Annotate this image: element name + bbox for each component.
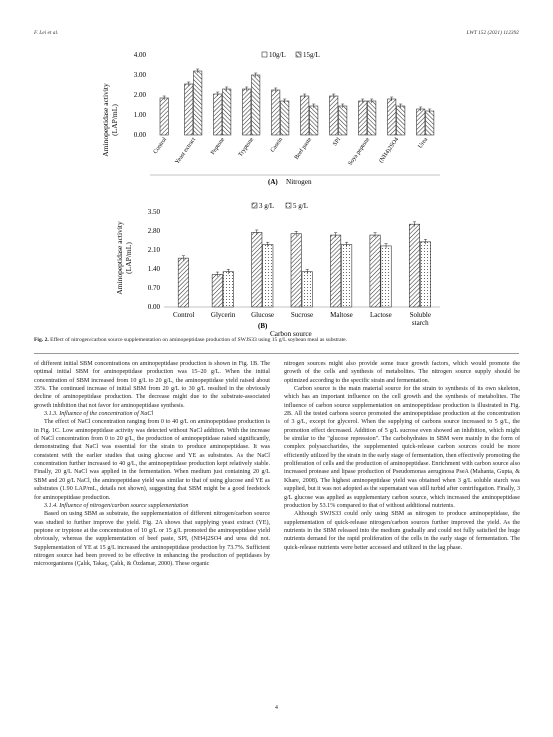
panel-a-label: (A) — [268, 178, 278, 186]
bar — [341, 245, 351, 307]
left-paragraph-1: of different initial SBM concentrations on aminopeptidase production is shown in Fig. 1B. The optimal initial SBM for aminopeptidase production was 15–20 g/L. When the initial concentration of SBM increased from 10 g/L to 20 g/L, the aminopeptidase yield raised about 35%. The continued increase of initial SBM from 20 g/L to 30 g/L resulted in the obviously decline of aminopeptidase production. The decrease might due to the substrate-associated growth inhibition that not favor for aminopeptidase synthesis. — [34, 361, 270, 409]
xlabel-a: Nitrogen — [286, 178, 312, 186]
caption-label: Fig. 2. — [34, 337, 49, 343]
bar — [160, 98, 168, 135]
bar — [310, 106, 318, 135]
bar — [223, 89, 231, 135]
bar — [330, 96, 338, 135]
y-tick-label: 3.50 — [147, 208, 160, 217]
bar — [185, 84, 193, 135]
y-tick-label: 3.00 — [133, 71, 146, 80]
ylabel-a-line1: Aminopeptidase activity — [101, 83, 110, 157]
x-tick-label: Control — [152, 136, 169, 156]
section-heading-nitrogen-carbon: 3.1.4. Influence of nitrogen/carbon source supplementation — [44, 502, 189, 509]
legend-b-label-1: 3 g/L — [259, 202, 274, 210]
left-paragraph-2: The effect of NaCl concentration ranging from 0 to 40 g/L on aminopeptidase production is in Fig. 1C. Low aminopeptidase activity was detected without NaCl addition. With the increase of NaCl concentration from 0 to 20 g/L, the production of aminopeptidase raised significantly, demonstrating that NaCl was essential for the strain to produce aminopeptidase. It was consistent with the earlier studies that using glucose and YE as substrates. As the NaCl concentration further increased to 40 g/L, the aminopeptidase production kept relatively stable. Finally, 20 g/L NaCl was applied in the fermentation. When medium just containing 20 g/L SBM and 20 g/L NaCl, the aminopeptidase yield was similar to that of using glucose and YE as substrates (1.90 LAP/mL, details not shown), suggesting that SBM might be a good feedstock for aminopeptidase production. — [34, 419, 270, 501]
legend-a-label-1: 10g/L — [269, 51, 286, 59]
figure-2 — [90, 40, 470, 340]
caption-divider — [34, 353, 519, 354]
legend-a-swatch-2 — [296, 52, 301, 57]
x-tick-label: Casein — [269, 136, 285, 154]
x-tick-label: Glucose — [251, 311, 275, 319]
y-tick-label: 0.00 — [147, 303, 160, 312]
x-tick-label: starch — [411, 319, 429, 327]
x-tick-label: Glycerin — [210, 311, 236, 319]
y-tick-label: 2.00 — [133, 91, 146, 100]
left-paragraph-3: Based on using SBM as substrate, the supplementation of different nitrogen/carbon source was studied to further improve the yield. Fig. 2A shows that supplying yeast extract (YE), peptone or tryptone at the concentration of 10 g/L or 15 g/L promoted the aminopeptidase yield obviously, whereas the supplementation of beef paste, SPI, (NH4)2SO4 and urea did not. Supplementation of YE at 15 g/L increased the aminopeptidase production by 73.7%. Sufficient nitrogen source had been proved to be effective in enhancing the production of peptidases by microorganisms (Çalık, Takaç, Çalık, & Özdamar, 2000). These organic — [34, 511, 270, 568]
bar — [194, 71, 202, 135]
x-tick-label: Sucrose — [290, 311, 314, 319]
panel-b-label: (B) — [258, 322, 268, 330]
bar — [388, 99, 396, 135]
x-tick-label: SPI — [332, 136, 343, 148]
legend-a-swatch-1 — [262, 52, 267, 57]
bar — [368, 101, 376, 135]
bar — [417, 109, 425, 135]
x-tick-label: Soya peptone — [347, 136, 372, 167]
x-tick-label: Soluble — [409, 311, 431, 319]
y-tick-label: 1.00 — [133, 111, 146, 120]
x-tick-label: Maltose — [330, 311, 353, 319]
bar — [301, 96, 309, 135]
bar — [252, 75, 260, 135]
x-tick-label: Urea — [417, 136, 430, 150]
bar — [212, 274, 222, 307]
right-paragraph-2: Carbon source is the main material source for the strain to synthesis of its own skeleton, which has an important influence on the cell growth and the synthesis of metabolites. The influence of carbon source supplementation on aminopeptidase production is illustrated in Fig. 2B. All the tested carbons source promoted the aminopeptidase production at the concentration of 3 g/L, except for glycerol. When the supplying of carbons source increased to 5 g/L, the promotion effect decreased. Addition of 5 g/L sucrose even showed an inhibition, which might be similar to the "glucose repression". The carbohydrates in SBM were mainly in the form of complex polysaccharides, the supplemented quick-release carbon sources could be more efficiently utilized by the strain in the early stage of fermentation, then effectively promoting the proliferation of cells and the production of aminopeptidase. Enrichment with carbon source also increased protease and lipase production of Pseudomonas aeruginosa PseA (Mahanta, Gupta, & Khare, 2008). The highest aminopeptidase yield was obtained when 3 g/L soluble starch was supplied, but it was not adopted as the supernatant was still turbid after centrifugation. Finally, 3 g/L glucose was applied as supplementary carbon source, which increased the aminopeptidase production by 53.1% compared to that of without additional nutrients. — [284, 386, 520, 509]
legend-b-swatch-2 — [286, 203, 291, 208]
x-tick-label: Yeast extract — [174, 136, 198, 166]
bar — [214, 94, 222, 135]
y-tick-label: 4.00 — [133, 51, 146, 60]
bar — [302, 272, 312, 307]
bar — [339, 106, 347, 135]
ylabel-b-line2: (LAP/mL) — [124, 242, 133, 274]
bar — [223, 272, 233, 307]
bar — [359, 101, 367, 135]
bar — [178, 258, 188, 307]
running-header-authors: F. Lei et al. — [34, 30, 59, 36]
bar — [330, 235, 340, 307]
right-paragraph-1: nitrogen sources might also provide some trace growth factors, which would promote the growth of the cells and synthesis of metabolites. The nitrogen source supply should be optimized according to the specific strain and fermentation. — [284, 361, 520, 384]
ylabel-a-line2: (LAP/mL) — [110, 104, 119, 136]
bar — [243, 89, 251, 135]
bar — [381, 246, 391, 307]
x-tick-label: Tryptone — [237, 136, 256, 159]
bar — [291, 234, 301, 307]
y-tick-label: 0.00 — [133, 131, 146, 140]
legend-a-label-2: 15g/L — [303, 51, 320, 59]
right-paragraph-3: Although SWJS33 could only using SBM as nitrogen to produce aminopeptidase, the supplementation of quick-release nitrogen/carbon sources further improved the yield. As the nutrients in the SBM released into the medium gradually and could not fully satisfied the huge nutrients demand for the rapid proliferation of the cells in the early stage of fermentation. The quick-release nutrients were better accessed and utilized in the lag phase. — [284, 511, 520, 551]
bar — [252, 232, 262, 307]
bar — [263, 245, 273, 307]
xlabel-b: Carbon source — [270, 330, 312, 338]
caption-text: Effect of nitrogen/carbon source supplementation on aminopeptidase production of SWJS33 using 15 g/L soybean meal as substrate. — [50, 337, 348, 343]
left-column — [34, 360, 270, 569]
bar — [426, 111, 434, 135]
ylabel-b-line1: Aminopeptidase activity — [115, 221, 124, 295]
x-tick-label: Lactose — [369, 311, 392, 319]
figure-caption — [34, 337, 519, 344]
bar — [272, 90, 280, 135]
chart-panel-a — [101, 51, 440, 186]
running-header-journal: LWT 152 (2021) 112392 — [466, 30, 519, 36]
x-tick-label: Peptone — [210, 136, 227, 156]
x-tick-label: Control — [173, 311, 195, 319]
bar — [370, 235, 380, 307]
legend-b-swatch-1 — [252, 203, 257, 208]
y-tick-label: 2.80 — [147, 227, 160, 236]
page-number: 4 — [275, 705, 278, 711]
bar — [281, 101, 289, 135]
x-tick-label: (NH4)2SO4 — [378, 136, 401, 165]
right-column — [284, 360, 520, 552]
x-tick-label: Beef paste — [293, 136, 314, 161]
y-tick-label: 0.70 — [147, 284, 160, 293]
bar — [420, 242, 430, 307]
legend-b-label-2: 5 g/L — [293, 202, 308, 210]
bar — [397, 106, 405, 135]
y-tick-label: 1.40 — [147, 265, 160, 274]
chart-panel-b — [115, 202, 440, 338]
section-heading-nacl: 3.1.3. Influence of the concentration of NaCl — [44, 411, 154, 418]
bar — [409, 224, 419, 307]
y-tick-label: 2.10 — [147, 246, 160, 255]
